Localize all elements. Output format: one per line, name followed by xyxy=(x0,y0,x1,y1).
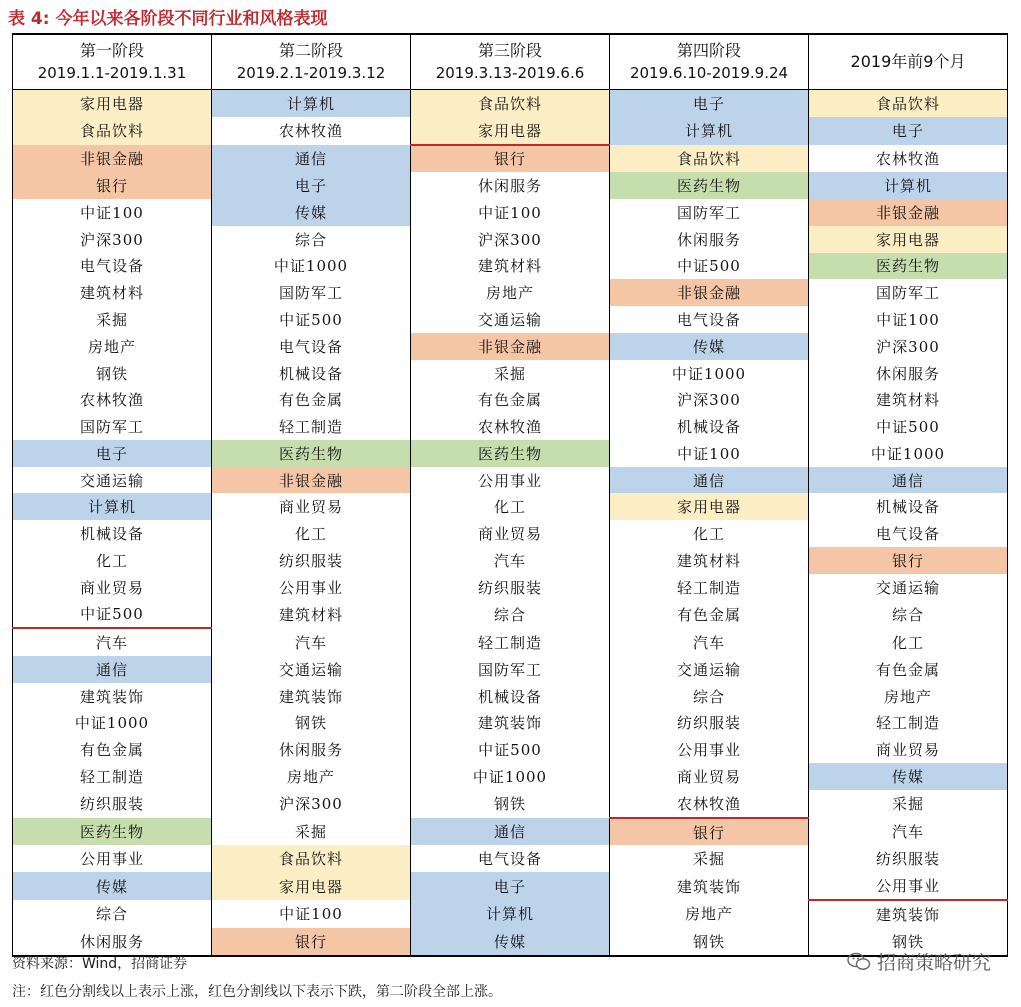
table-cell: 通信 xyxy=(212,145,411,173)
footnote: 注：红色分割线以上表示上涨，红色分割线以下表示下跌，第二阶段全部上涨。 xyxy=(12,984,502,1000)
table-row xyxy=(13,145,1008,173)
table-cell: 食品饮料 xyxy=(411,90,610,117)
table-cell: 汽车 xyxy=(411,547,610,574)
table-cell: 建筑装饰 xyxy=(212,683,411,710)
table-row xyxy=(13,493,1008,520)
table-cell: 建筑装饰 xyxy=(809,900,1008,928)
table-cell: 国防军工 xyxy=(809,279,1008,306)
table-cell: 钢铁 xyxy=(13,360,212,387)
header-name: 第四阶段 xyxy=(676,41,741,60)
table-cell: 中证100 xyxy=(610,440,809,467)
table-cell: 家用电器 xyxy=(411,117,610,145)
table-cell: 轻工制造 xyxy=(610,574,809,601)
table-cell: 房地产 xyxy=(13,333,212,360)
table-cell: 中证100 xyxy=(212,900,411,928)
table-cell: 综合 xyxy=(212,226,411,253)
table-row xyxy=(13,440,1008,467)
table-cell: 传媒 xyxy=(13,872,212,900)
table-cell: 国防军工 xyxy=(610,199,809,226)
table-cell: 国防军工 xyxy=(411,656,610,683)
table-cell: 沪深300 xyxy=(610,386,809,413)
table-cell: 交通运输 xyxy=(610,656,809,683)
table-cell: 纺织服装 xyxy=(809,845,1008,872)
table-cell: 电子 xyxy=(610,90,809,117)
table-cell: 休闲服务 xyxy=(809,360,1008,387)
table-cell: 汽车 xyxy=(212,628,411,656)
table-cell: 钢铁 xyxy=(610,928,809,956)
table-cell: 通信 xyxy=(411,818,610,846)
table-row xyxy=(13,845,1008,872)
table-cell: 建筑材料 xyxy=(610,547,809,574)
table-cell: 钢铁 xyxy=(212,710,411,737)
table-row xyxy=(13,763,1008,790)
table-cell: 商业贸易 xyxy=(411,520,610,547)
table-cell: 农林牧渔 xyxy=(212,117,411,145)
table-title-text: 今年以来各阶段不同行业和风格表现 xyxy=(55,9,328,29)
table-cell: 电气设备 xyxy=(212,333,411,360)
table-cell: 汽车 xyxy=(610,628,809,656)
table-cell: 非银金融 xyxy=(809,199,1008,226)
table-cell: 有色金属 xyxy=(610,601,809,629)
table-cell: 公用事业 xyxy=(13,845,212,872)
table-cell: 国防军工 xyxy=(212,279,411,306)
table-cell: 计算机 xyxy=(809,172,1008,199)
header-ytd xyxy=(809,34,1008,90)
table-cell: 通信 xyxy=(13,656,212,683)
table-cell: 轻工制造 xyxy=(13,763,212,790)
table-cell: 有色金属 xyxy=(809,656,1008,683)
table-cell: 汽车 xyxy=(809,818,1008,846)
table-row xyxy=(13,279,1008,306)
table-cell: 公用事业 xyxy=(212,574,411,601)
table-body xyxy=(13,90,1008,956)
header-stage-4 xyxy=(610,34,809,90)
wechat-icon xyxy=(847,952,871,972)
table-cell: 非银金融 xyxy=(212,467,411,494)
table-row xyxy=(13,117,1008,145)
table-cell: 传媒 xyxy=(610,333,809,360)
table-cell: 中证1000 xyxy=(13,710,212,737)
table-cell: 农林牧渔 xyxy=(809,145,1008,173)
table-cell: 交通运输 xyxy=(809,574,1008,601)
table-row xyxy=(13,736,1008,763)
table-cell: 采掘 xyxy=(411,360,610,387)
table-row xyxy=(13,386,1008,413)
table-cell: 农林牧渔 xyxy=(411,413,610,440)
table-row xyxy=(13,226,1008,253)
table-cell: 沪深300 xyxy=(13,226,212,253)
table-cell: 电气设备 xyxy=(13,253,212,280)
table-cell: 电气设备 xyxy=(610,306,809,333)
table-cell: 化工 xyxy=(610,520,809,547)
table-cell: 纺织服装 xyxy=(13,790,212,818)
table-cell: 医药生物 xyxy=(809,253,1008,280)
table-cell: 综合 xyxy=(610,683,809,710)
table-cell: 通信 xyxy=(610,467,809,494)
table-cell: 采掘 xyxy=(13,306,212,333)
table-cell: 化工 xyxy=(212,520,411,547)
table-cell: 建筑材料 xyxy=(212,601,411,629)
table-cell: 汽车 xyxy=(13,628,212,656)
table-cell: 有色金属 xyxy=(212,386,411,413)
table-cell: 中证1000 xyxy=(610,360,809,387)
header-name: 第二阶段 xyxy=(278,41,343,60)
header-range: 2019.3.13-2019.6.6 xyxy=(435,64,585,82)
table-cell: 银行 xyxy=(13,172,212,199)
table-cell: 家用电器 xyxy=(809,226,1008,253)
table-cell: 沪深300 xyxy=(212,790,411,818)
table-cell: 农林牧渔 xyxy=(13,386,212,413)
table-cell: 中证500 xyxy=(809,413,1008,440)
table-cell: 商业贸易 xyxy=(212,493,411,520)
table-cell: 家用电器 xyxy=(610,493,809,520)
table-cell: 传媒 xyxy=(212,199,411,226)
table-cell: 医药生物 xyxy=(411,440,610,467)
table-cell: 国防军工 xyxy=(13,413,212,440)
table-cell: 建筑材料 xyxy=(411,253,610,280)
table-cell: 纺织服装 xyxy=(610,710,809,737)
table-cell: 纺织服装 xyxy=(212,547,411,574)
table-cell: 非银金融 xyxy=(13,145,212,173)
table-cell: 中证1000 xyxy=(212,253,411,280)
table-cell: 房地产 xyxy=(212,763,411,790)
table-cell: 农林牧渔 xyxy=(610,790,809,818)
table-cell: 钢铁 xyxy=(411,790,610,818)
table-cell: 建筑装饰 xyxy=(411,710,610,737)
table-row xyxy=(13,574,1008,601)
header-name: 第三阶段 xyxy=(477,41,542,60)
table-row xyxy=(13,467,1008,494)
table-cell: 银行 xyxy=(411,145,610,173)
table-cell: 中证100 xyxy=(411,199,610,226)
table-cell: 食品饮料 xyxy=(610,145,809,173)
table-cell: 计算机 xyxy=(13,493,212,520)
table-header-row xyxy=(13,34,1008,90)
table-cell: 食品饮料 xyxy=(809,90,1008,117)
table-row xyxy=(13,683,1008,710)
table-cell: 银行 xyxy=(809,547,1008,574)
table-cell: 轻工制造 xyxy=(411,628,610,656)
table-cell: 房地产 xyxy=(610,900,809,928)
table-cell: 建筑材料 xyxy=(13,279,212,306)
table-cell: 传媒 xyxy=(809,763,1008,790)
table-cell: 综合 xyxy=(809,601,1008,629)
header-range: 2019.1.1-2019.1.31 xyxy=(37,64,187,82)
table-row xyxy=(13,656,1008,683)
table-cell: 沪深300 xyxy=(411,226,610,253)
table-cell: 交通运输 xyxy=(212,656,411,683)
header-range: 2019.6.10-2019.9.24 xyxy=(629,64,789,82)
table-cell: 中证500 xyxy=(13,601,212,629)
table-cell: 有色金属 xyxy=(411,386,610,413)
table-cell: 建筑装饰 xyxy=(610,872,809,900)
table-cell: 中证100 xyxy=(13,199,212,226)
table-cell: 公用事业 xyxy=(411,467,610,494)
table-cell: 医药生物 xyxy=(610,172,809,199)
table-row xyxy=(13,900,1008,928)
table-number: 表 4: xyxy=(8,9,50,29)
table-cell: 有色金属 xyxy=(13,736,212,763)
table-cell: 家用电器 xyxy=(212,872,411,900)
table-row xyxy=(13,520,1008,547)
table-cell: 计算机 xyxy=(411,900,610,928)
header-stage-1 xyxy=(13,34,212,90)
table-row xyxy=(13,413,1008,440)
table-cell: 交通运输 xyxy=(13,467,212,494)
table-cell: 银行 xyxy=(610,818,809,846)
table-cell: 采掘 xyxy=(809,790,1008,818)
source-note: 资料来源：Wind，招商证券 xyxy=(12,956,188,972)
table-cell: 纺织服装 xyxy=(411,574,610,601)
table-cell: 商业贸易 xyxy=(13,574,212,601)
table-cell: 休闲服务 xyxy=(13,928,212,956)
table-cell: 公用事业 xyxy=(809,872,1008,900)
table-cell: 医药生物 xyxy=(13,818,212,846)
table-cell: 食品饮料 xyxy=(212,845,411,872)
table-cell: 电子 xyxy=(411,872,610,900)
table-cell: 建筑材料 xyxy=(809,386,1008,413)
watermark xyxy=(847,948,991,975)
header-stage-2 xyxy=(212,34,411,90)
table-row xyxy=(13,872,1008,900)
table-cell: 沪深300 xyxy=(809,333,1008,360)
table-row xyxy=(13,333,1008,360)
table-title xyxy=(8,4,327,29)
header-name: 第一阶段 xyxy=(79,41,144,60)
table-cell: 轻工制造 xyxy=(809,710,1008,737)
table-cell: 综合 xyxy=(13,900,212,928)
table-cell: 综合 xyxy=(411,601,610,629)
table-row xyxy=(13,547,1008,574)
table-cell: 商业贸易 xyxy=(809,736,1008,763)
table-cell: 公用事业 xyxy=(610,736,809,763)
table-row xyxy=(13,360,1008,387)
header-name: 2019年前9个月 xyxy=(850,52,966,71)
table-cell: 机械设备 xyxy=(411,683,610,710)
stage-performance-table xyxy=(12,33,1008,957)
table-cell: 化工 xyxy=(411,493,610,520)
table-cell: 电气设备 xyxy=(411,845,610,872)
table-cell: 非银金融 xyxy=(411,333,610,360)
table-cell: 化工 xyxy=(809,628,1008,656)
table-cell: 中证500 xyxy=(610,253,809,280)
header-stage-3 xyxy=(411,34,610,90)
table-row xyxy=(13,306,1008,333)
table-cell: 中证100 xyxy=(809,306,1008,333)
table-cell: 交通运输 xyxy=(411,306,610,333)
table-cell: 电子 xyxy=(212,172,411,199)
table-cell: 建筑装饰 xyxy=(13,683,212,710)
table-cell: 休闲服务 xyxy=(610,226,809,253)
table-cell: 机械设备 xyxy=(610,413,809,440)
table-cell: 通信 xyxy=(809,467,1008,494)
table-cell: 休闲服务 xyxy=(212,736,411,763)
table-cell: 机械设备 xyxy=(13,520,212,547)
table-cell: 传媒 xyxy=(411,928,610,956)
table-cell: 银行 xyxy=(212,928,411,956)
table-cell: 中证500 xyxy=(212,306,411,333)
table-cell: 中证500 xyxy=(411,736,610,763)
table-cell: 机械设备 xyxy=(809,493,1008,520)
table-cell: 采掘 xyxy=(212,818,411,846)
table-row xyxy=(13,172,1008,199)
table-cell: 计算机 xyxy=(610,117,809,145)
table-row xyxy=(13,710,1008,737)
table-row xyxy=(13,790,1008,818)
table-cell: 钢铁 xyxy=(809,928,1008,956)
table-cell: 机械设备 xyxy=(212,360,411,387)
table-cell: 电子 xyxy=(13,440,212,467)
table-cell: 房地产 xyxy=(809,683,1008,710)
table-cell: 商业贸易 xyxy=(610,763,809,790)
table-cell: 化工 xyxy=(13,547,212,574)
table-row xyxy=(13,90,1008,117)
table-cell: 房地产 xyxy=(411,279,610,306)
table-row xyxy=(13,601,1008,629)
table-row xyxy=(13,199,1008,226)
table-cell: 休闲服务 xyxy=(411,172,610,199)
watermark-text: 招商策略研究 xyxy=(876,952,991,974)
table-cell: 非银金融 xyxy=(610,279,809,306)
table-cell: 中证1000 xyxy=(411,763,610,790)
table-cell: 计算机 xyxy=(212,90,411,117)
table-cell: 电气设备 xyxy=(809,520,1008,547)
table-cell: 中证1000 xyxy=(809,440,1008,467)
table-cell: 医药生物 xyxy=(212,440,411,467)
header-range: 2019.2.1-2019.3.12 xyxy=(236,64,386,82)
table-cell: 家用电器 xyxy=(13,90,212,117)
table-row xyxy=(13,818,1008,846)
table-cell: 食品饮料 xyxy=(13,117,212,145)
table-cell: 采掘 xyxy=(610,845,809,872)
table-cell: 电子 xyxy=(809,117,1008,145)
table-row xyxy=(13,253,1008,280)
table-row xyxy=(13,628,1008,656)
table-cell: 轻工制造 xyxy=(212,413,411,440)
